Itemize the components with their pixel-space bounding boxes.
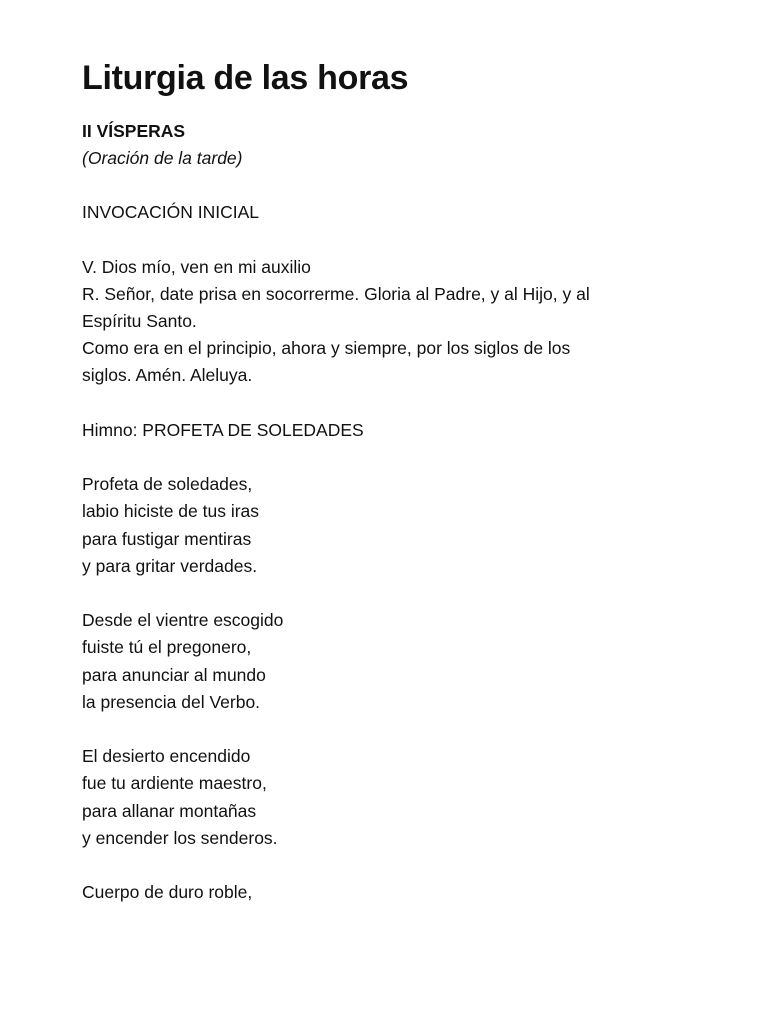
invocation-line: siglos. Amén. Aleluya. bbox=[82, 365, 253, 386]
verse-line: Desde el vientre escogido bbox=[82, 610, 284, 631]
spacer bbox=[82, 580, 686, 607]
verse-line: fue tu ardiente maestro, bbox=[82, 773, 267, 794]
verse-line: y encender los senderos. bbox=[82, 827, 278, 848]
section-heading: II VÍSPERAS bbox=[82, 121, 186, 141]
verse-line: Cuerpo de duro roble, bbox=[82, 882, 253, 903]
invocation-line: V. Dios mío, ven en mi auxilio bbox=[82, 256, 311, 277]
invocation-line: Espíritu Santo. bbox=[82, 310, 197, 331]
spacer bbox=[82, 172, 686, 199]
verse-line: El desierto encendido bbox=[82, 746, 251, 767]
hymn-stanza-4 bbox=[82, 879, 686, 906]
invocation-block bbox=[82, 254, 686, 390]
hymn-stanza-3 bbox=[82, 743, 686, 852]
spacer bbox=[82, 390, 686, 417]
page-title: Liturgia de las horas bbox=[82, 59, 409, 97]
verse-line: para anunciar al mundo bbox=[82, 664, 266, 685]
invocation-heading: INVOCACIÓN INICIAL bbox=[82, 202, 259, 223]
spacer bbox=[82, 852, 686, 879]
invocation-line: R. Señor, date prisa en socorrerme. Gloria al Padre, y al Hijo, y al bbox=[82, 283, 590, 304]
spacer bbox=[82, 226, 686, 253]
spacer bbox=[82, 444, 686, 471]
invocation-line: Como era en el principio, ahora y siempre, por los siglos de los bbox=[82, 338, 571, 359]
hymn-stanza-1 bbox=[82, 471, 686, 580]
verse-line: y para gritar verdades. bbox=[82, 555, 258, 576]
verse-line: fuiste tú el pregonero, bbox=[82, 637, 252, 658]
spacer bbox=[82, 716, 686, 743]
hymn-heading: Himno: PROFETA DE SOLEDADES bbox=[82, 419, 364, 440]
verse-line: la presencia del Verbo. bbox=[82, 691, 261, 712]
verse-line: para fustigar mentiras bbox=[82, 528, 252, 549]
verse-line: para allanar montañas bbox=[82, 800, 257, 821]
verse-line: Profeta de soledades, bbox=[82, 474, 253, 495]
hymn-stanza-2 bbox=[82, 607, 686, 716]
verse-line: labio hiciste de tus iras bbox=[82, 501, 260, 522]
section-subtitle: (Oración de la tarde) bbox=[82, 148, 243, 168]
